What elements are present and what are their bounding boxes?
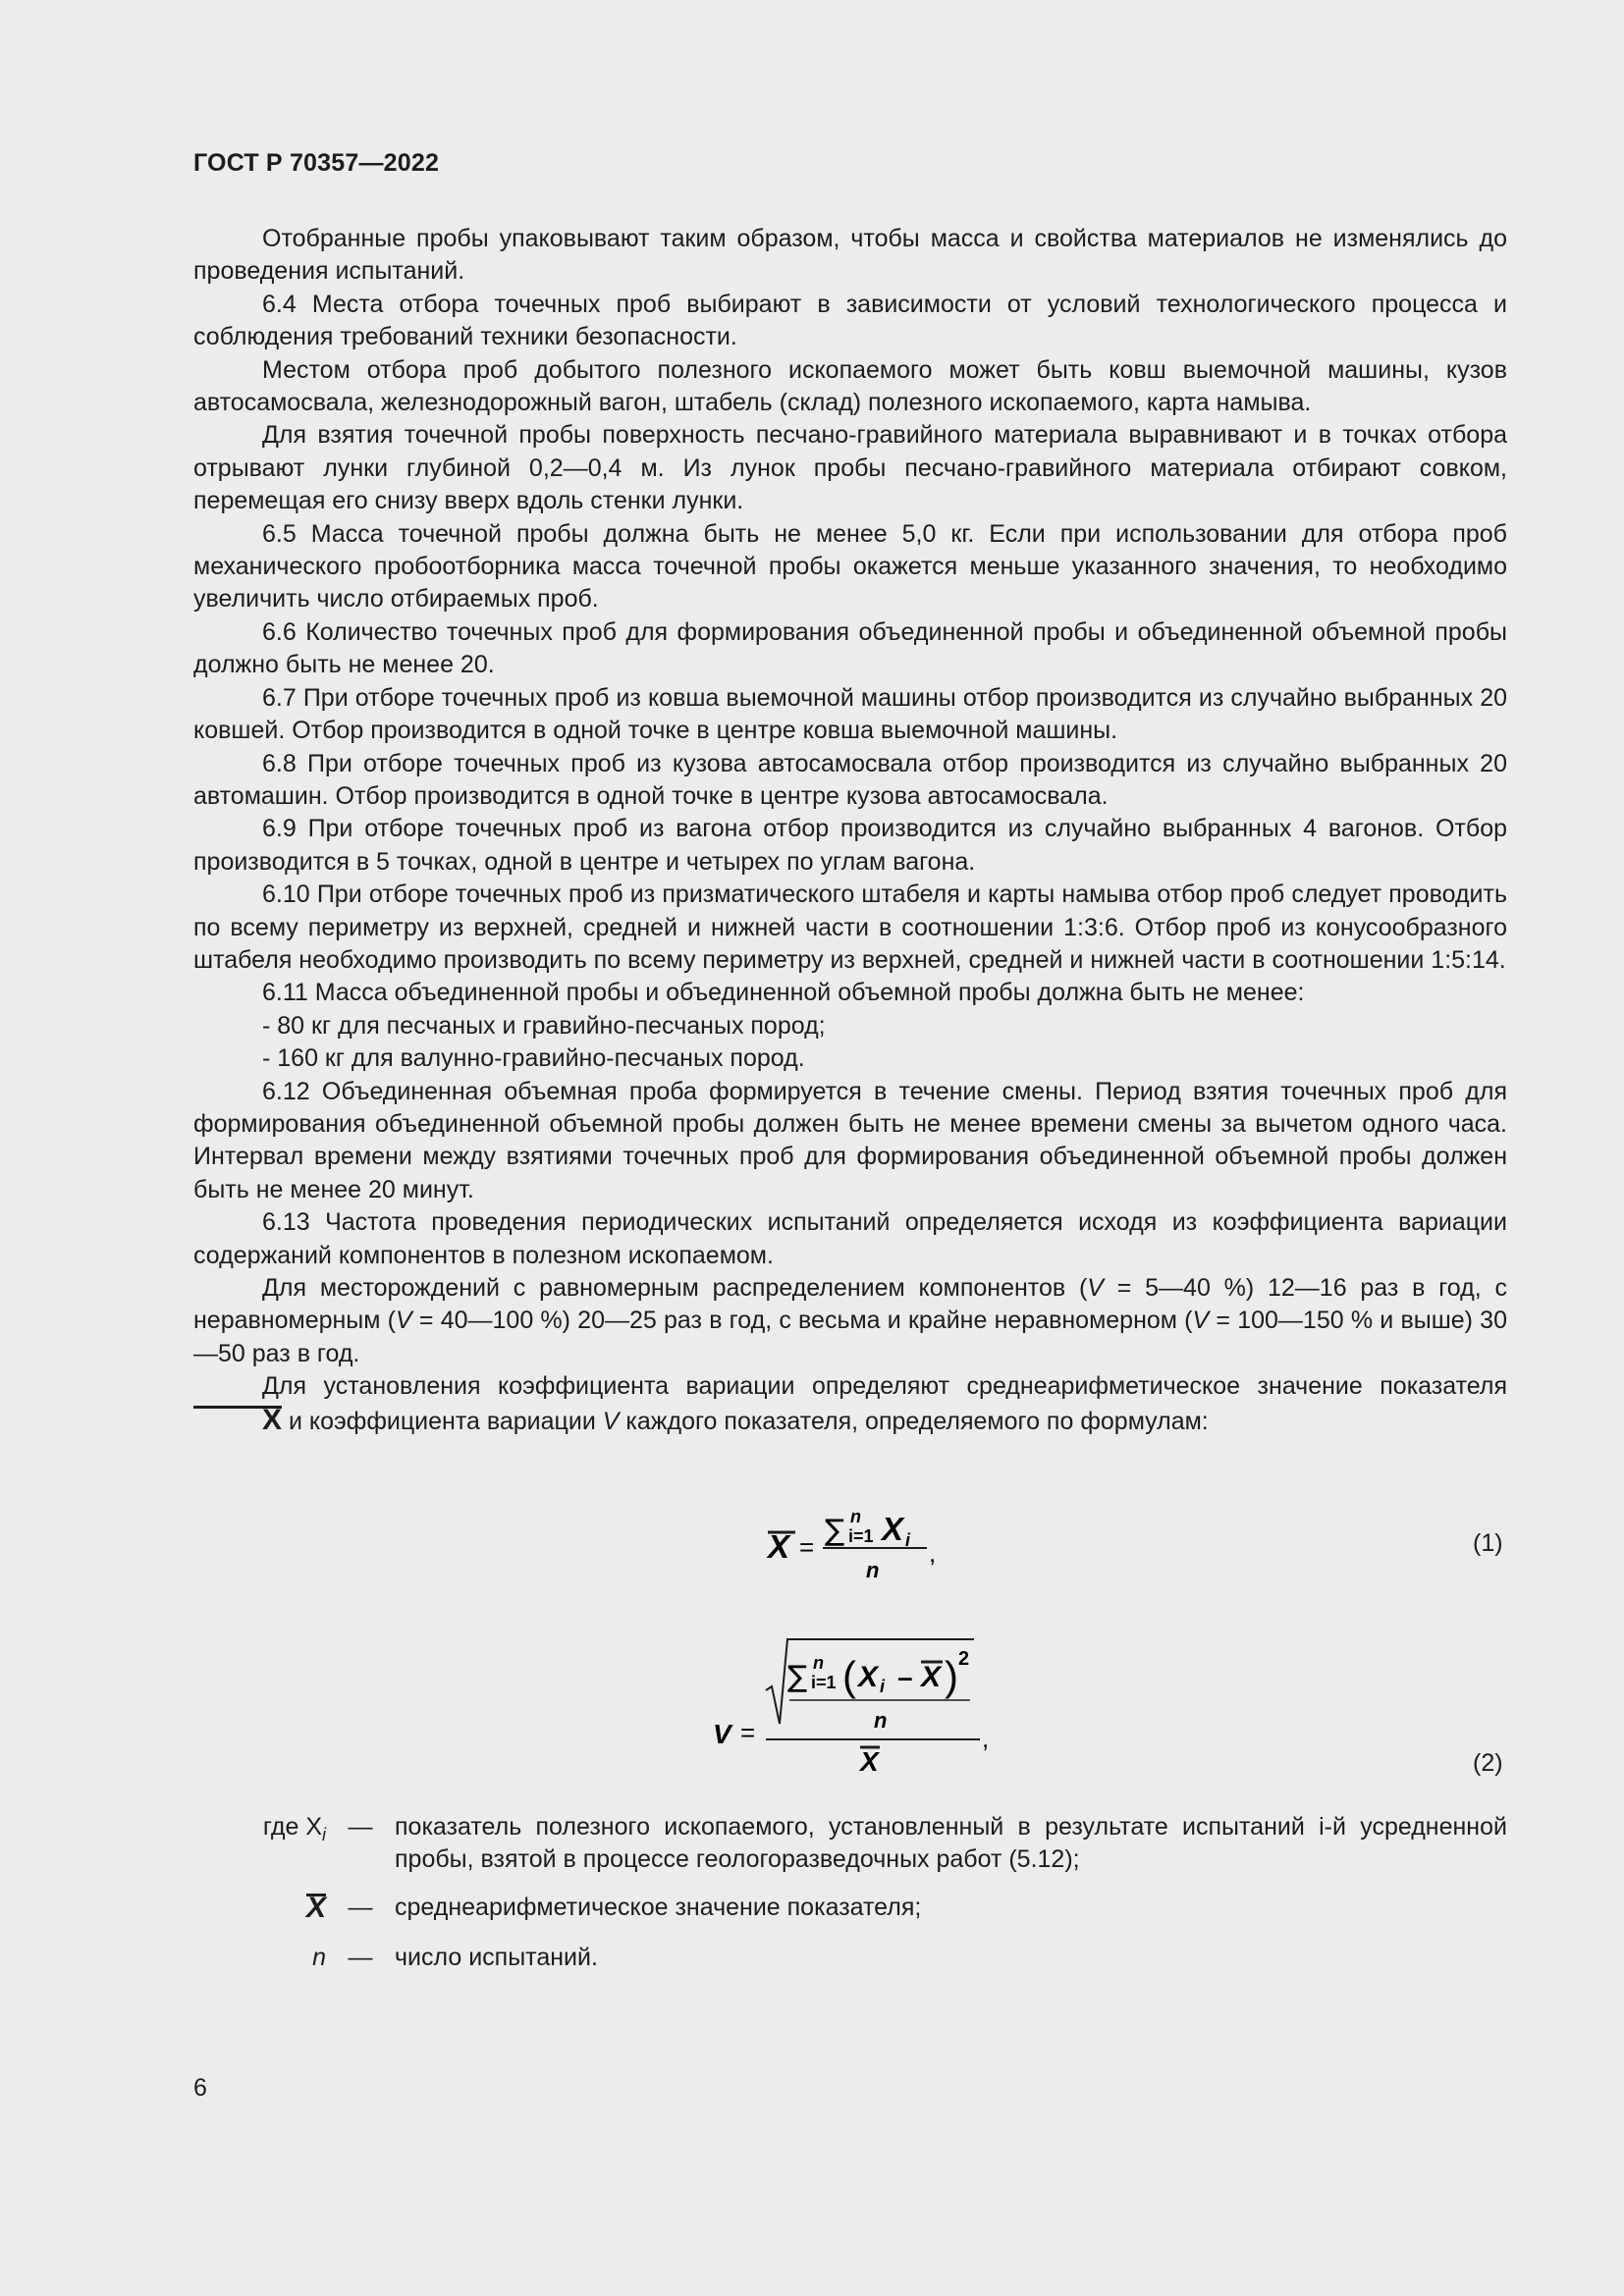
- definition-dash: —: [348, 1813, 373, 1841]
- text-run: = 5—40 %) 12—16 раз в год, с неравномерным (: [193, 1274, 1507, 1335]
- f2-rparen: ): [945, 1653, 958, 1699]
- f2-lparen: (: [842, 1653, 856, 1699]
- definition-row: [193, 1942, 1507, 1974]
- body-text: [193, 223, 1507, 1438]
- f1-sup: n: [850, 1507, 861, 1526]
- f1-sum: ∑: [825, 1514, 845, 1548]
- definition-symbol: [193, 1892, 326, 1926]
- definition-text: среднеарифметическое значение показателя;: [395, 1894, 922, 1921]
- f2-denom: X: [860, 1746, 879, 1777]
- paragraph: 6.5 Масса точечной пробы должна быть не менее 5,0 кг. Если при использовании для отбора проб механического пробоотборника масса точечной пробы окажется меньше указанного значения, то необходимо увеличить число отбираемых проб.: [193, 519, 1507, 614]
- f1-lhs: X: [768, 1528, 790, 1565]
- paragraph: 6.8 При отборе точечных проб из кузова автосамосвала отбор производится из случайно выбранных 20 автомашин. Отбор производится в одной точке в центре кузова автосамосвала.: [193, 749, 1507, 810]
- page-number: 6: [193, 2074, 207, 2102]
- f2-xbar: X: [921, 1661, 942, 1693]
- paragraph: [193, 1370, 1507, 1438]
- definitions-list: [193, 1811, 1507, 1990]
- definition-row: [193, 1892, 1507, 1926]
- formula-variation: [707, 1629, 1001, 1777]
- paragraph: Отобранные пробы упаковывают таким образом, чтобы масса и свойства материалов не изменялись до проведения испытаний.: [193, 225, 1507, 286]
- definition-text: число испытаний.: [395, 1944, 598, 1971]
- text-run: Для установления коэффициента вариации определяют среднеарифметическое значение показателя: [262, 1372, 1507, 1401]
- paragraph: 6.10 При отборе точечных проб из призматического штабеля и карты намыва отбор проб следует проводить по всему периметру из верхней, средней и нижней части в соотношении 1:3:6. Отбор проб из конусообразного штабеля необходимо производить по всему периметру из верхней, средней и нижней части в соотношении 1:5:14.: [193, 881, 1507, 974]
- formula-mean: [756, 1497, 952, 1585]
- paragraph: 6.11 Масса объединенной пробы и объединенной объемной пробы должна быть не менее:: [262, 979, 1305, 1007]
- document-header: ГОСТ Р 70357—2022: [193, 149, 440, 177]
- paragraph: 6.9 При отборе точечных проб из вагона отбор производится из случайно выбранных 4 вагонов. Отбор производится в 5 точках, одной в центре и четырех по углам вагона.: [193, 815, 1507, 876]
- paragraph: 6.4 Места отбора точечных проб выбирают в зависимости от условий технологического процесса и соблюдения требований техники безопасности.: [193, 290, 1507, 351]
- mean-symbol: X: [193, 1404, 282, 1436]
- definition-row: [193, 1811, 1507, 1876]
- f2-sum: ∑: [787, 1660, 808, 1694]
- f2-x-sub: i: [880, 1677, 886, 1696]
- f2-sup: n: [813, 1653, 824, 1673]
- definition-symbol: [193, 1942, 326, 1974]
- paragraph: Местом отбора проб добытого полезного ископаемого может быть ковш выемочной машины, кузов автосамосвала, железнодорожный вагон, штабель (склад) полезного ископаемого, карта намыва.: [193, 355, 1507, 417]
- symbol-text: n: [312, 1944, 326, 1971]
- f2-comma: ,: [982, 1724, 990, 1753]
- f2-pow: 2: [958, 1648, 970, 1670]
- f2-lhs: V: [713, 1719, 731, 1749]
- variable-v: V: [1192, 1307, 1210, 1335]
- f1-comma: ,: [929, 1538, 937, 1568]
- f1-sub: i=1: [848, 1526, 874, 1546]
- paragraph: Для взятия точечной пробы поверхность песчано-гравийного материала выравнивают и в точках отбора отрывают лунки глубиной 0,2—0,4 м. Из лунок пробы песчано-гравийного материала отбирают совком, перемещая его снизу вверх вдоль стенки лунки.: [193, 421, 1507, 515]
- f2-inner-denom: n: [874, 1708, 888, 1733]
- definition-dash: —: [348, 1944, 373, 1971]
- symbol-text: X: [305, 1892, 326, 1924]
- f1-denom: n: [866, 1558, 880, 1582]
- f2-sub: i=1: [811, 1673, 837, 1692]
- equation-number: (1): [1473, 1529, 1503, 1557]
- f1-equals: =: [799, 1532, 815, 1562]
- f2-x: X: [858, 1661, 879, 1693]
- f1-term: X: [882, 1511, 904, 1547]
- list-item: - 80 кг для песчаных и гравийно-песчаных пород;: [262, 1011, 826, 1040]
- text-run: каждого показателя, определяемого по формулам:: [619, 1407, 1209, 1435]
- paragraph: 6.13 Частота проведения периодических испытаний определяется исходя из коэффициента вариации содержаний компонентов в полезном ископаемом.: [193, 1208, 1507, 1269]
- f2-minus: –: [897, 1662, 913, 1692]
- definition-text: показатель полезного ископаемого, установленный в результате испытаний i-й усредненной пробы, взятой в процессе геологоразведочных работ (5.12);: [395, 1813, 1507, 1873]
- paragraph: 6.12 Объединенная объемная проба формируется в течение смены. Период взятия точечных проб для формирования объединенной объемной пробы должен быть не менее времени смены за вычетом одного часа. Интервал времени между взятиями точечных проб для формирования объединенной объемной пробы должен быть не менее 20 минут.: [193, 1077, 1507, 1203]
- variable-v: V: [396, 1307, 412, 1335]
- paragraph: 6.7 При отборе точечных проб из ковша выемочной машины отбор производится из случайно выбранных 20 ковшей. Отбор производится в одной точке в центре ковша выемочной машины.: [193, 683, 1507, 745]
- f1-term-sub: i: [905, 1530, 911, 1550]
- definition-dash: —: [348, 1894, 373, 1921]
- text-run: Для месторождений с равномерным распределением компонентов (: [262, 1274, 1088, 1302]
- variable-v: V: [602, 1407, 620, 1435]
- list-item: - 160 кг для валунно-гравийно-песчаных пород.: [262, 1044, 805, 1073]
- text-run: и коэффициента вариации: [282, 1407, 603, 1435]
- definition-symbol: [193, 1811, 326, 1851]
- variable-v: V: [1087, 1274, 1104, 1302]
- paragraph: [193, 1272, 1507, 1370]
- text-run: = 40—100 %) 20—25 раз в год, с весьма и крайне неравномерном (: [411, 1307, 1193, 1335]
- text-run: = 100—150 % и выше) 30—50 раз в год.: [193, 1307, 1507, 1367]
- equation-number: (2): [1473, 1749, 1503, 1777]
- f2-equals: =: [740, 1718, 756, 1747]
- symbol-text: где X: [262, 1813, 322, 1841]
- paragraph: 6.6 Количество точечных проб для формирования объединенной пробы и объединенной объемной пробы должно быть не менее 20.: [193, 617, 1507, 679]
- symbol-subscript: i: [322, 1825, 326, 1844]
